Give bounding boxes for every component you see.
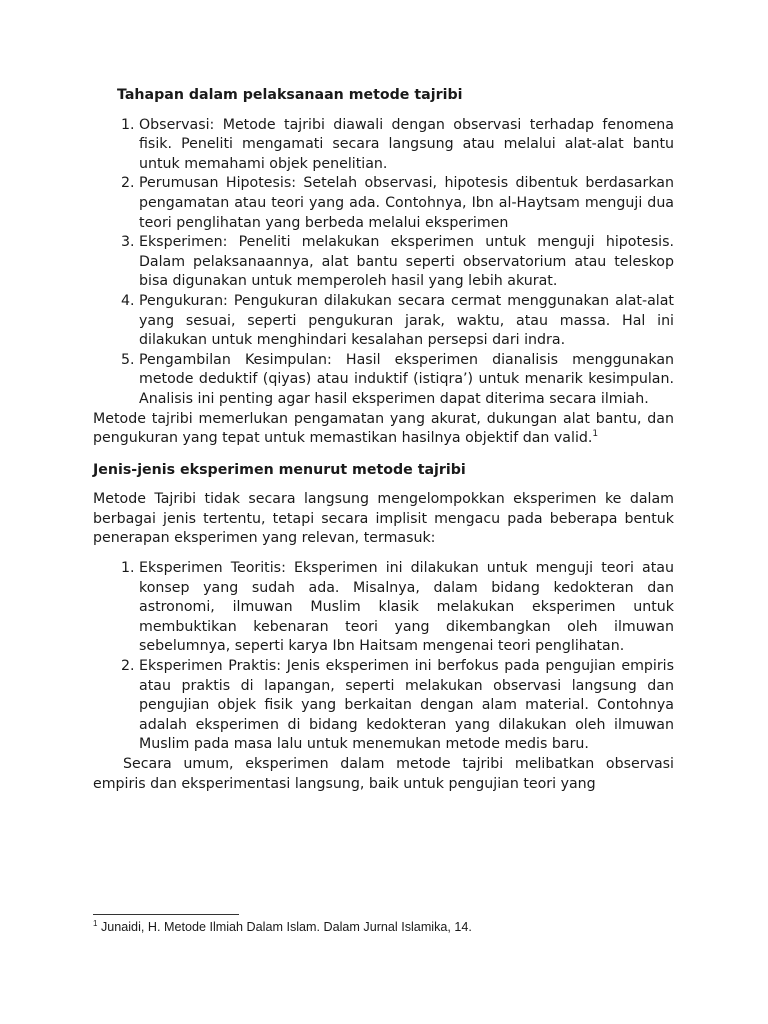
- footnote-mark: 1: [93, 919, 98, 928]
- intro-paragraph: Metode Tajribi tidak secara langsung mengelompokkan eksperimen ke dalam berbagai jenis tertentu, tetapi secara implisit mengacu pada beberapa bentuk penerapan eksperimen yang relevan, termasuk:: [93, 491, 674, 547]
- section-heading-jenis: Jenis-jenis eksperimen menurut metode tajribi: [93, 461, 466, 478]
- footnote-separator: [93, 914, 239, 915]
- closing-paragraph: Secara umum, eksperimen dalam metode tajribi melibatkan observasi empiris dan eksperimentasi langsung, baik untuk pengujian teori yang: [93, 756, 674, 792]
- list-item: 4. Pengukuran: Pengukuran dilakukan secara cermat menggunakan alat-alat yang sesuai, seperti pengukuran jarak, waktu, atau massa. Hal ini dilakukan untuk menghindari kesalahan persepsi dari indra.: [139, 292, 674, 351]
- summary-text: Metode tajribi memerlukan pengamatan yang akurat, dukungan alat bantu, dan pengukuran yang tepat untuk memastikan hasilnya objektif dan valid.: [93, 410, 674, 447]
- footnote-text: Junaidi, H. Metode Ilmiah Dalam Islam. Dalam Jurnal Islamika, 14.: [97, 920, 472, 934]
- list-item: 2. Perumusan Hipotesis: Setelah observasi, hipotesis dibentuk berdasarkan pengamatan atau teori yang ada. Contohnya, Ibn al-Haytsam menguji dua teori penglihatan yang berbeda melalui eksperimen: [139, 174, 674, 233]
- experiment-types-list: [93, 559, 674, 755]
- footnote: [93, 919, 693, 935]
- summary-paragraph: [93, 410, 674, 449]
- list-item: 5. Pengambilan Kesimpulan: Hasil eksperimen dianalisis menggunakan metode deduktif (qiyas) atau induktif (istiqra’) untuk menarik kesimpulan. Analisis ini penting agar hasil eksperimen dapat diterima secara ilmiah.: [139, 351, 674, 410]
- stages-list: [93, 116, 674, 410]
- list-item: 1. Eksperimen Teoritis: Eksperimen ini dilakukan untuk menguji teori atau konsep yang sudah ada. Misalnya, dalam bidang kedokteran dan astronomi, ilmuwan Muslim klasik melakukan eksperimen untuk membuktikan kebenaran teori yang dikembangkan oleh ilmuwan sebelumnya, seperti karya Ibn Haitsam mengenai teori penglihatan.: [139, 559, 674, 657]
- list-item: 1. Observasi: Metode tajribi diawali dengan observasi terhadap fenomena fisik. Peneliti mengamati secara langsung atau melalui alat-alat bantu untuk memahami objek penelitian.: [139, 116, 674, 175]
- section-heading-tahapan: Tahapan dalam pelaksanaan metode tajribi: [117, 87, 463, 103]
- footnote-reference[interactable]: 1: [592, 429, 599, 440]
- list-item: 3. Eksperimen: Peneliti melakukan eksperimen untuk menguji hipotesis. Dalam pelaksanaannya, alat bantu seperti observatorium atau teleskop bisa digunakan untuk memperoleh hasil yang lebih akurat.: [139, 233, 674, 292]
- list-item: 2. Eksperimen Praktis: Jenis eksperimen ini berfokus pada pengujian empiris atau praktis di lapangan, seperti melakukan observasi langsung dan pengujian objek fisik yang berkaitan dengan alam material. Contohnya adalah eksperimen di bidang kedokteran yang dilakukan oleh ilmuwan Muslim pada masa lalu untuk menemukan metode medis baru.: [139, 657, 674, 755]
- document-page: [93, 86, 674, 794]
